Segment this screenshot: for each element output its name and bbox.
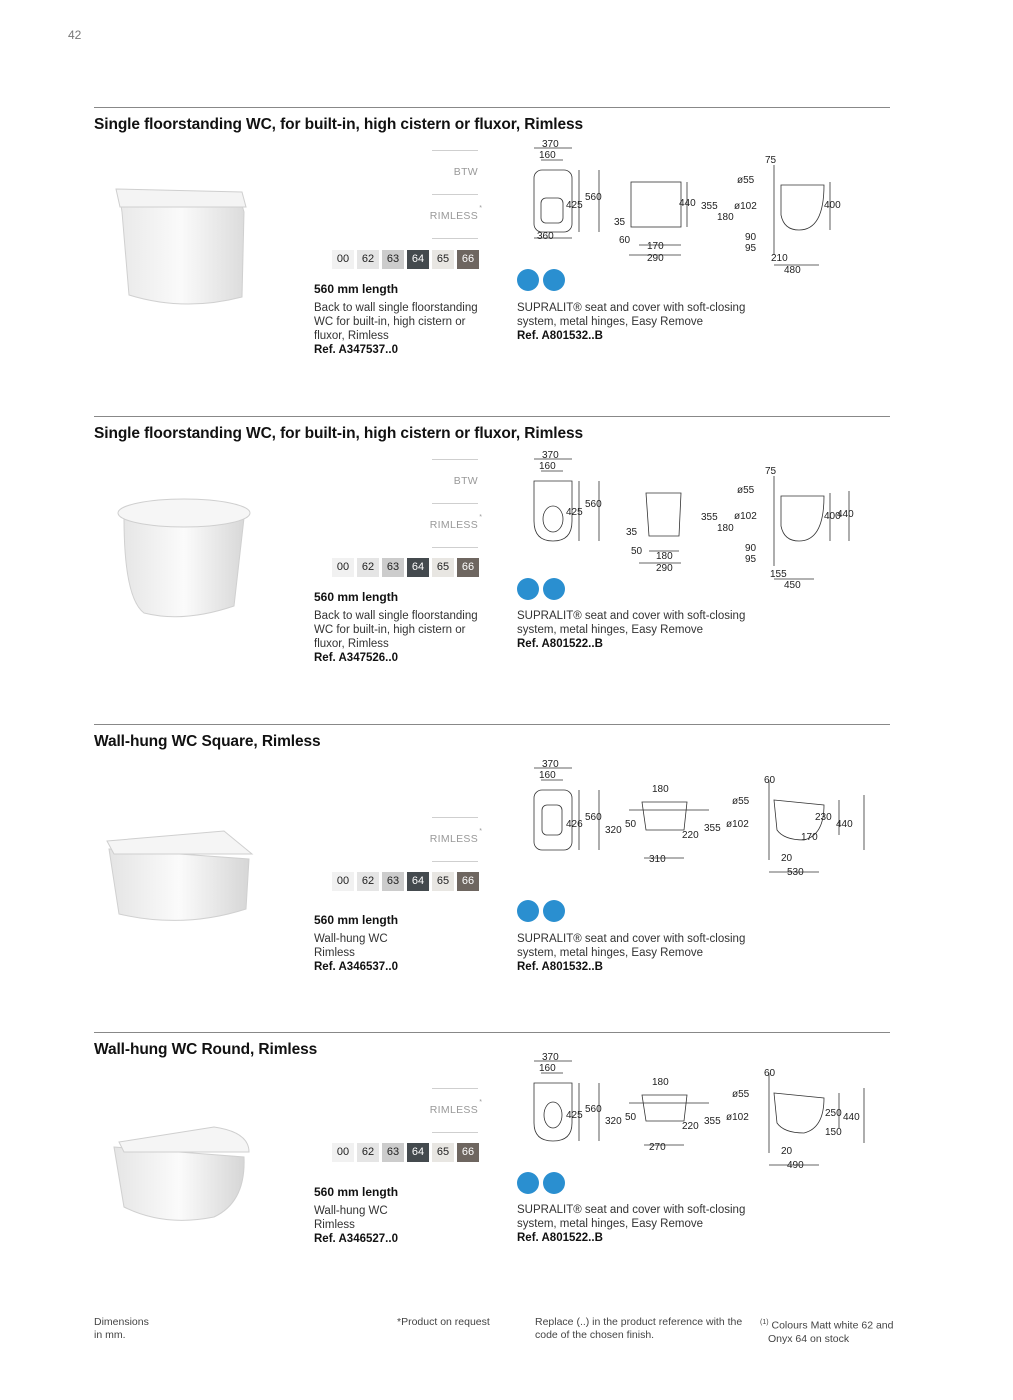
dim-20: 20 (781, 1146, 793, 1157)
colour-swatch-66: 66 (457, 250, 479, 269)
section-divider (94, 1032, 890, 1033)
seat-desc-line: SUPRALIT® seat and cover with soft-closing (517, 302, 746, 314)
product-desc-line: fluxor, Rimless (314, 638, 389, 650)
product-length: 560 mm length (314, 590, 399, 604)
colour-swatch-62: 62 (357, 558, 379, 577)
footer-dimensions-note: Dimensions in mm. (94, 1316, 149, 1341)
dim-355: 355 (701, 201, 718, 212)
dim-370: 370 (542, 139, 559, 150)
rimless-badge: RIMLESS * (432, 817, 478, 861)
soft-close-icon (517, 900, 539, 922)
soft-close-icon (517, 578, 539, 600)
dim-560: 560 (585, 812, 602, 823)
btw-badge: BTW (432, 150, 478, 194)
dimension-drawing (519, 139, 854, 276)
dim-90: 90 (745, 232, 757, 243)
dim-160: 160 (539, 770, 556, 781)
product-desc-line: Rimless (314, 1219, 355, 1231)
dim-90: 90 (745, 543, 757, 554)
soft-close-icon (517, 269, 539, 291)
dim-o55: ø55 (732, 796, 750, 807)
colour-swatch-64: 64 (407, 1143, 429, 1162)
seat-desc-line: system, metal hinges, Easy Remove (517, 1218, 703, 1230)
colour-swatch-64: 64 (407, 558, 429, 577)
section-title: Single floorstanding WC, for built-in, high cistern or fluxor, Rimless (94, 425, 584, 442)
colour-swatch-63: 63 (382, 250, 404, 269)
dim-o102: ø102 (734, 201, 757, 212)
colour-swatch-62: 62 (357, 1143, 379, 1162)
colour-swatch-62: 62 (357, 872, 379, 891)
dim-35: 35 (614, 217, 626, 228)
seat-desc-line: SUPRALIT® seat and cover with soft-closing (517, 610, 746, 622)
product-photo (104, 809, 264, 949)
dim-425: 425 (566, 200, 583, 211)
product-desc-line: Wall-hung WC (314, 1205, 388, 1217)
section-divider (94, 416, 890, 417)
easy-remove-icon (543, 578, 565, 600)
dim-290: 290 (647, 253, 664, 264)
dim-560: 560 (585, 499, 602, 510)
colour-swatch-00: 00 (332, 872, 354, 891)
dim-450: 450 (784, 580, 801, 591)
product-photo (104, 1107, 264, 1247)
dim-310: 310 (649, 854, 666, 865)
dim-180: 180 (652, 784, 669, 795)
dim-180: 180 (717, 523, 734, 534)
product-photo (104, 488, 264, 628)
colour-swatch-63: 63 (382, 1143, 404, 1162)
product-desc-line: WC for built-in, high cistern or (314, 624, 466, 636)
dim-o55: ø55 (737, 175, 755, 186)
seat-info (517, 301, 767, 343)
seat-info (517, 932, 767, 974)
dim-425: 425 (566, 1110, 583, 1121)
dim-60: 60 (764, 1068, 776, 1079)
section-title: Wall-hung WC Square, Rimless (94, 733, 321, 750)
dim-250: 250 (825, 1108, 842, 1119)
dim-95: 95 (745, 554, 757, 565)
product-info (314, 282, 494, 357)
colour-swatch-66: 66 (457, 872, 479, 891)
footer-replace-note: Replace (..) in the product reference with the code of the chosen finish. (535, 1316, 743, 1341)
section-divider (94, 724, 890, 725)
product-desc-line: Back to wall single floorstanding (314, 610, 478, 622)
product-info (314, 1185, 494, 1246)
seat-desc-line: SUPRALIT® seat and cover with soft-closing (517, 1204, 746, 1216)
dim-290: 290 (656, 563, 673, 574)
dim-560: 560 (585, 192, 602, 203)
product-ref: Ref. A347537..0 (314, 344, 398, 356)
footer-colours-note: $^{(1)}$ Colours Matt white 62 and Onyx 64 on stock (760, 1319, 894, 1345)
colour-swatch-00: 00 (332, 250, 354, 269)
product-ref: Ref. A346537..0 (314, 961, 398, 973)
dim-170: 170 (647, 241, 664, 252)
product-section (94, 724, 890, 1024)
dim-220: 220 (682, 830, 699, 841)
dim-355: 355 (701, 512, 718, 523)
colour-swatch-66: 66 (457, 1143, 479, 1162)
section-title: Wall-hung WC Round, Rimless (94, 1041, 318, 1058)
seat-desc-line: SUPRALIT® seat and cover with soft-closing (517, 933, 746, 945)
seat-info (517, 1203, 767, 1245)
rimless-badge: RIMLESS * (432, 503, 478, 547)
colour-swatch-65: 65 (432, 872, 454, 891)
product-section (94, 416, 890, 716)
rimless-badge: RIMLESS * (432, 194, 478, 238)
dim-320: 320 (605, 825, 622, 836)
seat-info (517, 609, 767, 651)
badge-column (429, 459, 482, 548)
seat-ref: Ref. A801532..B (517, 330, 603, 342)
seat-ref: Ref. A801522..B (517, 638, 603, 650)
colour-swatch-65: 65 (432, 250, 454, 269)
product-desc-line: WC for built-in, high cistern or (314, 316, 466, 328)
dim-530: 530 (787, 867, 804, 878)
easy-remove-icon (543, 900, 565, 922)
dim-360: 360 (537, 231, 554, 242)
seat-desc-line: system, metal hinges, Easy Remove (517, 316, 703, 328)
footer-on-request: *Product on request (397, 1316, 490, 1328)
dim-o102: ø102 (726, 1112, 749, 1123)
colour-swatches (332, 1143, 482, 1162)
colour-swatches (332, 872, 482, 891)
colour-swatch-65: 65 (432, 1143, 454, 1162)
btw-badge: BTW (432, 459, 478, 503)
colour-swatch-00: 00 (332, 558, 354, 577)
product-desc-line: Wall-hung WC (314, 933, 388, 945)
dim-440: 440 (837, 509, 854, 520)
dim-440: 440 (843, 1112, 860, 1123)
product-length: 560 mm length (314, 282, 399, 296)
dimension-drawing (519, 760, 854, 890)
dim-75: 75 (765, 466, 777, 477)
section-title: Single floorstanding WC, for built-in, high cistern or fluxor, Rimless (94, 116, 584, 133)
seat-ref: Ref. A801532..B (517, 961, 603, 973)
dim-400: 400 (824, 511, 841, 522)
colour-swatches (332, 250, 482, 269)
dim-155: 155 (770, 569, 787, 580)
dim-180: 180 (656, 551, 673, 562)
dim-50: 50 (631, 546, 643, 557)
colour-swatch-66: 66 (457, 558, 479, 577)
rimless-badge: RIMLESS * (432, 1088, 478, 1132)
dim-400: 400 (824, 200, 841, 211)
product-length: 560 mm length (314, 913, 399, 927)
easy-remove-icon (543, 269, 565, 291)
badge-column (429, 1088, 482, 1133)
colour-swatch-63: 63 (382, 558, 404, 577)
dim-370: 370 (542, 450, 559, 461)
seat-desc-line: system, metal hinges, Easy Remove (517, 947, 703, 959)
dim-320: 320 (605, 1116, 622, 1127)
badge-column (429, 150, 482, 239)
product-desc-line: Rimless (314, 947, 355, 959)
dim-220: 220 (682, 1121, 699, 1132)
dim-35: 35 (626, 527, 638, 538)
colour-swatch-65: 65 (432, 558, 454, 577)
dim-150: 150 (825, 1127, 842, 1138)
dim-160: 160 (539, 461, 556, 472)
colour-swatches (332, 558, 482, 577)
product-desc-line: fluxor, Rimless (314, 330, 389, 342)
dim-o102: ø102 (734, 511, 757, 522)
dim-355: 355 (704, 823, 721, 834)
dim-160: 160 (539, 150, 556, 161)
dim-160: 160 (539, 1063, 556, 1074)
dim-370: 370 (542, 1052, 559, 1063)
dim-425: 425 (566, 507, 583, 518)
product-info (314, 913, 494, 974)
feature-icons (517, 269, 565, 291)
colour-swatch-64: 64 (407, 250, 429, 269)
dim-426: 426 (566, 819, 583, 830)
product-section (94, 107, 890, 407)
dim-170: 170 (801, 832, 818, 843)
page-number: 42 (68, 28, 82, 42)
dimension-drawing (519, 450, 854, 591)
dim-560: 560 (585, 1104, 602, 1115)
dim-270: 270 (649, 1142, 666, 1153)
colour-swatch-64: 64 (407, 872, 429, 891)
section-divider (94, 107, 890, 108)
dimension-drawing (519, 1052, 860, 1183)
colour-swatch-63: 63 (382, 872, 404, 891)
product-length: 560 mm length (314, 1185, 399, 1199)
dim-210: 210 (771, 253, 788, 264)
dim-230: 230 (815, 812, 832, 823)
colour-swatch-62: 62 (357, 250, 379, 269)
colour-swatch-00: 00 (332, 1143, 354, 1162)
dim-95: 95 (745, 243, 757, 254)
seat-ref: Ref. A801522..B (517, 1232, 603, 1244)
dim-o55: ø55 (737, 485, 755, 496)
dim-440: 440 (836, 819, 853, 830)
dim-75: 75 (765, 155, 777, 166)
dim-20: 20 (781, 853, 793, 864)
badge-column (429, 817, 482, 862)
dim-355: 355 (704, 1116, 721, 1127)
dim-440: 440 (679, 198, 696, 209)
feature-icons (517, 900, 565, 922)
dim-180: 180 (652, 1077, 669, 1088)
dim-o55: ø55 (732, 1089, 750, 1100)
dim-480: 480 (784, 265, 801, 276)
dim-o102: ø102 (726, 819, 749, 830)
product-info (314, 590, 494, 665)
product-desc-line: Back to wall single floorstanding (314, 302, 478, 314)
product-section (94, 1032, 890, 1332)
seat-desc-line: system, metal hinges, Easy Remove (517, 624, 703, 636)
product-ref: Ref. A346527..0 (314, 1233, 398, 1245)
dim-60: 60 (619, 235, 631, 246)
dim-180: 180 (717, 212, 734, 223)
dim-50: 50 (625, 1112, 637, 1123)
dim-370: 370 (542, 759, 559, 770)
product-photo (104, 177, 264, 317)
dim-60: 60 (764, 775, 776, 786)
product-ref: Ref. A347526..0 (314, 652, 398, 664)
feature-icons (517, 578, 565, 600)
dim-50: 50 (625, 819, 637, 830)
dim-490: 490 (787, 1160, 804, 1171)
